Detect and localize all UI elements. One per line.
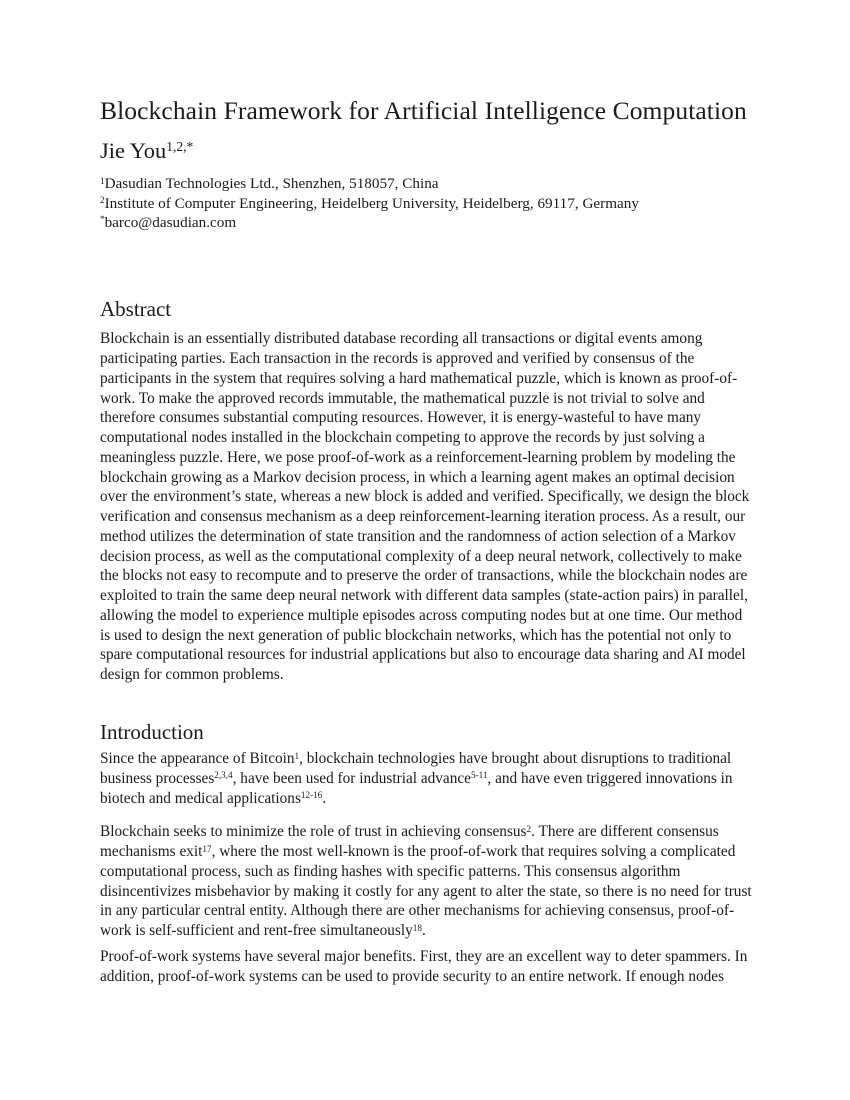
contact-email-marker: * — [100, 214, 105, 225]
citation-reference: 2 — [526, 823, 532, 834]
paper-title: Blockchain Framework for Artificial Intelligence Computation — [100, 96, 747, 125]
section-heading-introduction: Introduction — [100, 719, 204, 744]
contact-email: barco@dasudian.com — [104, 213, 237, 231]
citation-reference: 18 — [412, 922, 422, 933]
affiliation-text: Dasudian Technologies Ltd., Shenzhen, 518057, China — [104, 175, 439, 193]
section-heading-abstract: Abstract — [100, 297, 172, 322]
abstract-paragraph: Blockchain is an essentially distributed database recording all transactions or digital events among participating parties. Each transaction in the records is approved and verified by consensus of the participants in the system that requires solving a hard mathematical puzzle, which is known as proof-of-work. To make the approved records immutable, the mathematical puzzle is not trivial to solve and therefore consumes substantial computing resources. However, it is energy-wasteful to have many computational nodes installed in the blockchain competing to approve the records by just solving a meaningless puzzle. Here, we pose proof-of-work as a reinforcement-learning problem by modeling the blockchain growing as a Markov decision process, in which a learning agent makes an optimal decision over the environment’s state, whereas a new block is added and verified. Specifically, we design the block verification and consensus mechanism as a deep reinforcement-learning iteration process. As a result, our method utilizes the determination of state transition and the randomness of action selection of a Markov decision process, as well as the computational complexity of a deep neural network, collectively to make the blocks not easy to recompute and to preserve the order of transactions, while the blockchain nodes are exploited to train the same deep neural network with different data samples (state-action pairs) in parallel, allowing the model to experience multiple episodes across computing nodes but at one time. Our method is used to design the next generation of public blockchain networks, which has the potential not only to spare computational resources for industrial applications but also to encourage data sharing and AI model design for common problems. — [100, 330, 750, 684]
citation-reference: 1 — [294, 750, 300, 761]
citation-reference: 17 — [202, 843, 212, 854]
affiliation-line — [100, 174, 752, 193]
citation-reference: 12-16 — [300, 790, 323, 801]
author-line — [100, 137, 752, 165]
affiliation-marker: 2 — [100, 195, 105, 206]
affiliation-marker: 1 — [100, 175, 105, 186]
introduction-paragraph-1: Since the appearance of Bitcoin$^1$, blockchain technologies have brought about disruptions to traditional business processes$^{2,3,4}$, have been used for industrial advance$^{5-11}$, and have even triggered innovations in biotech and medical applications$^{12-16}$. — [100, 750, 733, 807]
introduction-paragraph-3: Proof-of-work systems have several major benefits. First, they are an excellent way to deter spammers. In addition, proof-of-work systems can be used to provide security to an entire network. If enough nodes — [100, 947, 748, 985]
affiliation-text: Institute of Computer Engineering, Heidelberg University, Heidelberg, 69117, Germany — [104, 194, 639, 212]
affiliation-line — [100, 213, 752, 232]
citation-reference: 2,3,4 — [214, 770, 233, 781]
introduction-paragraph-2: Blockchain seeks to minimize the role of trust in achieving consensus$^2$. There are different consensus mechanisms exit$^{17}$, where the most well-known is the proof-of-work that requires solving a complicated computational process, such as finding hashes with specific patterns. This consensus algorithm disincentivizes misbehavior by making it costly for any agent to alter the state, so there is no need for trust in any particular central entity. Although there are other mechanisms for achieving consensus, proof-of-work is self-sufficient and rent-free simultaneously$^{18}$. — [100, 823, 752, 940]
citation-reference: 5-11 — [470, 770, 488, 781]
author-name: Jie You — [100, 138, 167, 164]
paper-content — [100, 0, 752, 986]
affiliations-block — [100, 174, 752, 232]
author-affiliation-superscript: 1,2,* — [166, 139, 194, 155]
affiliation-line — [100, 194, 752, 213]
